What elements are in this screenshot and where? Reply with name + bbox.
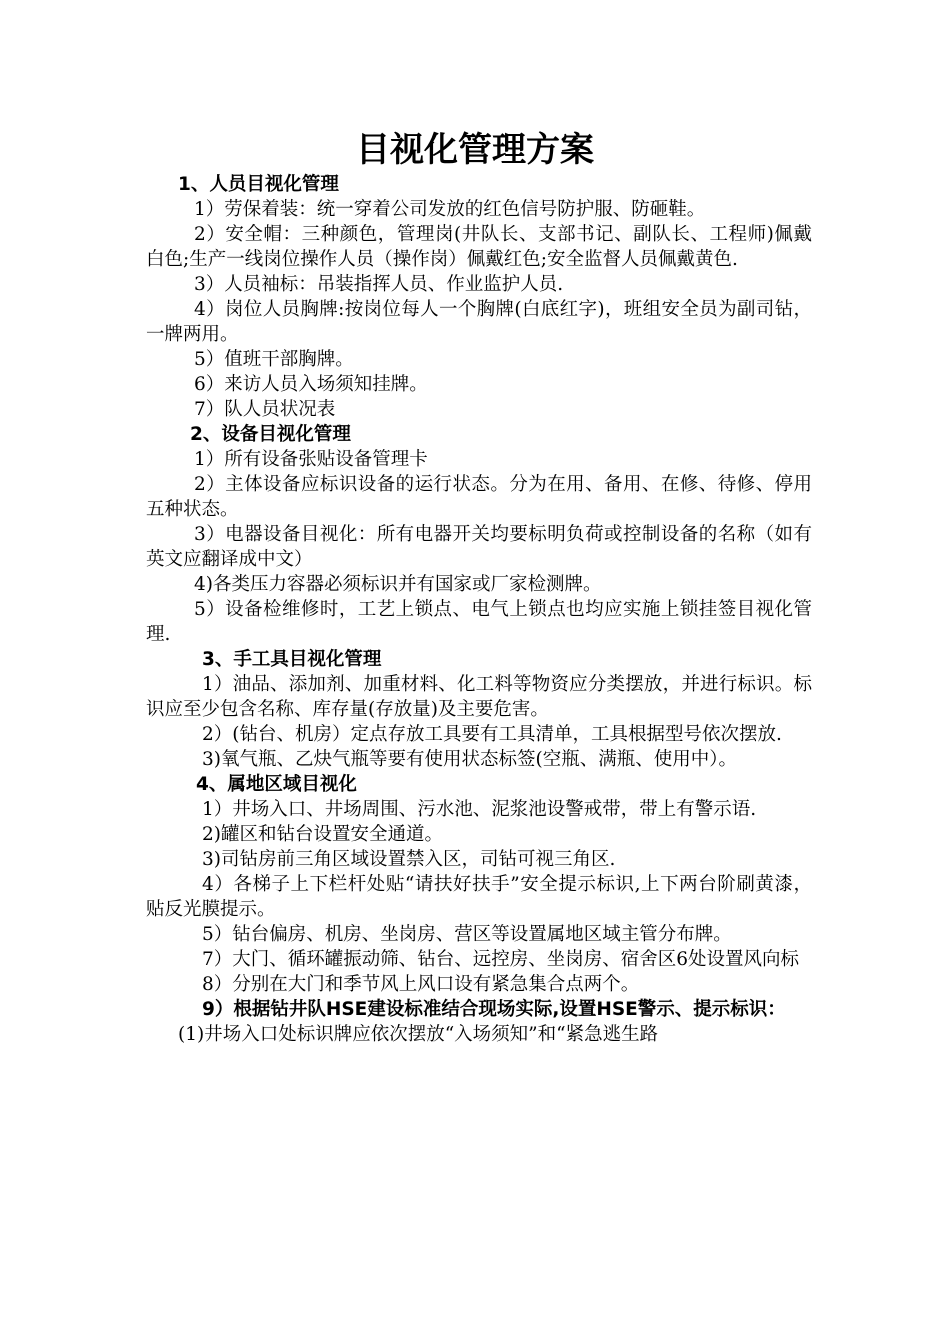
paragraph: 2）主体设备应标识设备的运行状态。分为在用、备用、在修、待修、停用五种状态。 — [146, 474, 812, 520]
paragraph: 1）所有设备张贴设备管理卡 — [194, 449, 428, 470]
document-title: 目视化管理方案 — [356, 130, 594, 170]
section-heading: 2、设备目视化管理 — [190, 424, 351, 445]
paragraph: 5）值班干部胸牌。 — [194, 349, 354, 370]
paragraph: 3）人员袖标：吊装指挥人员、作业监护人员. — [194, 274, 564, 295]
paragraph: 3)氧气瓶、乙炔气瓶等要有使用状态标签(空瓶、满瓶、使用中）。 — [202, 749, 737, 770]
hse-signage-heading: 9）根据钻井队HSE建设标准结合现场实际,设置HSE警示、提示标识： — [202, 999, 786, 1020]
paragraph: (1)井场入口处标识牌应依次摆放“入场须知”和“紧急逃生路 — [178, 1024, 659, 1045]
paragraph: 4)各类压力容器必须标识并有国家或厂家检测牌。 — [194, 574, 602, 595]
paragraph: 7）队人员状况表 — [194, 399, 336, 420]
paragraph: 4）各梯子上下栏杆处贴“请扶好扶手”安全提示标识,上下两台阶刷黄漆，贴反光膜提示。 — [146, 874, 812, 920]
section-heading: 1、人员目视化管理 — [178, 174, 339, 195]
paragraph: 6）来访人员入场须知挂牌。 — [194, 374, 428, 395]
paragraph: 2)罐区和钻台设置安全通道。 — [202, 824, 443, 845]
section-heading: 3、手工具目视化管理 — [202, 649, 382, 670]
paragraph: 5）钻台偏房、机房、坐岗房、营区等设置属地区域主管分布牌。 — [202, 924, 732, 945]
document-body — [146, 172, 812, 1047]
paragraph: 5）设备检维修时，工艺上锁点、电气上锁点也均应实施上锁挂签目视化管理. — [146, 599, 812, 645]
section-heading: 4、属地区域目视化 — [196, 774, 357, 795]
paragraph: 1）井场入口、井场周围、污水池、泥浆池设警戒带，带上有警示语. — [202, 799, 757, 820]
paragraph: 7）大门、循环罐振动筛、钻台、远控房、坐岗房、宿舍区6处设置风向标 — [202, 949, 800, 970]
paragraph: 2）(钻台、机房）定点存放工具要有工具清单，工具根据型号依次摆放. — [202, 724, 782, 745]
paragraph: 2）安全帽：三种颜色，管理岗(井队长、支部书记、副队长、工程师)佩戴白色;生产一线岗位操作人员（操作岗）佩戴红色;安全监督人员佩戴黄色. — [146, 224, 812, 270]
paragraph: 1）油品、添加剂、加重材料、化工料等物资应分类摆放，并进行标识。标识应至少包含名称、库存量(存放量)及主要危害。 — [146, 674, 812, 720]
paragraph: 3）电器设备目视化：所有电器开关均要标明负荷或控制设备的名称（如有英文应翻译成中文） — [146, 524, 812, 570]
paragraph: 3)司钻房前三角区域设置禁入区，司钻可视三角区. — [202, 849, 616, 870]
paragraph: 1）劳保着装：统一穿着公司发放的红色信号防护服、防砸鞋。 — [194, 199, 706, 220]
paragraph: 4）岗位人员胸牌:按岗位每人一个胸牌(白底红字)，班组安全员为副司钻，一牌两用。 — [146, 299, 812, 345]
paragraph: 8）分别在大门和季节风上风口设有紧急集合点两个。 — [202, 974, 640, 995]
